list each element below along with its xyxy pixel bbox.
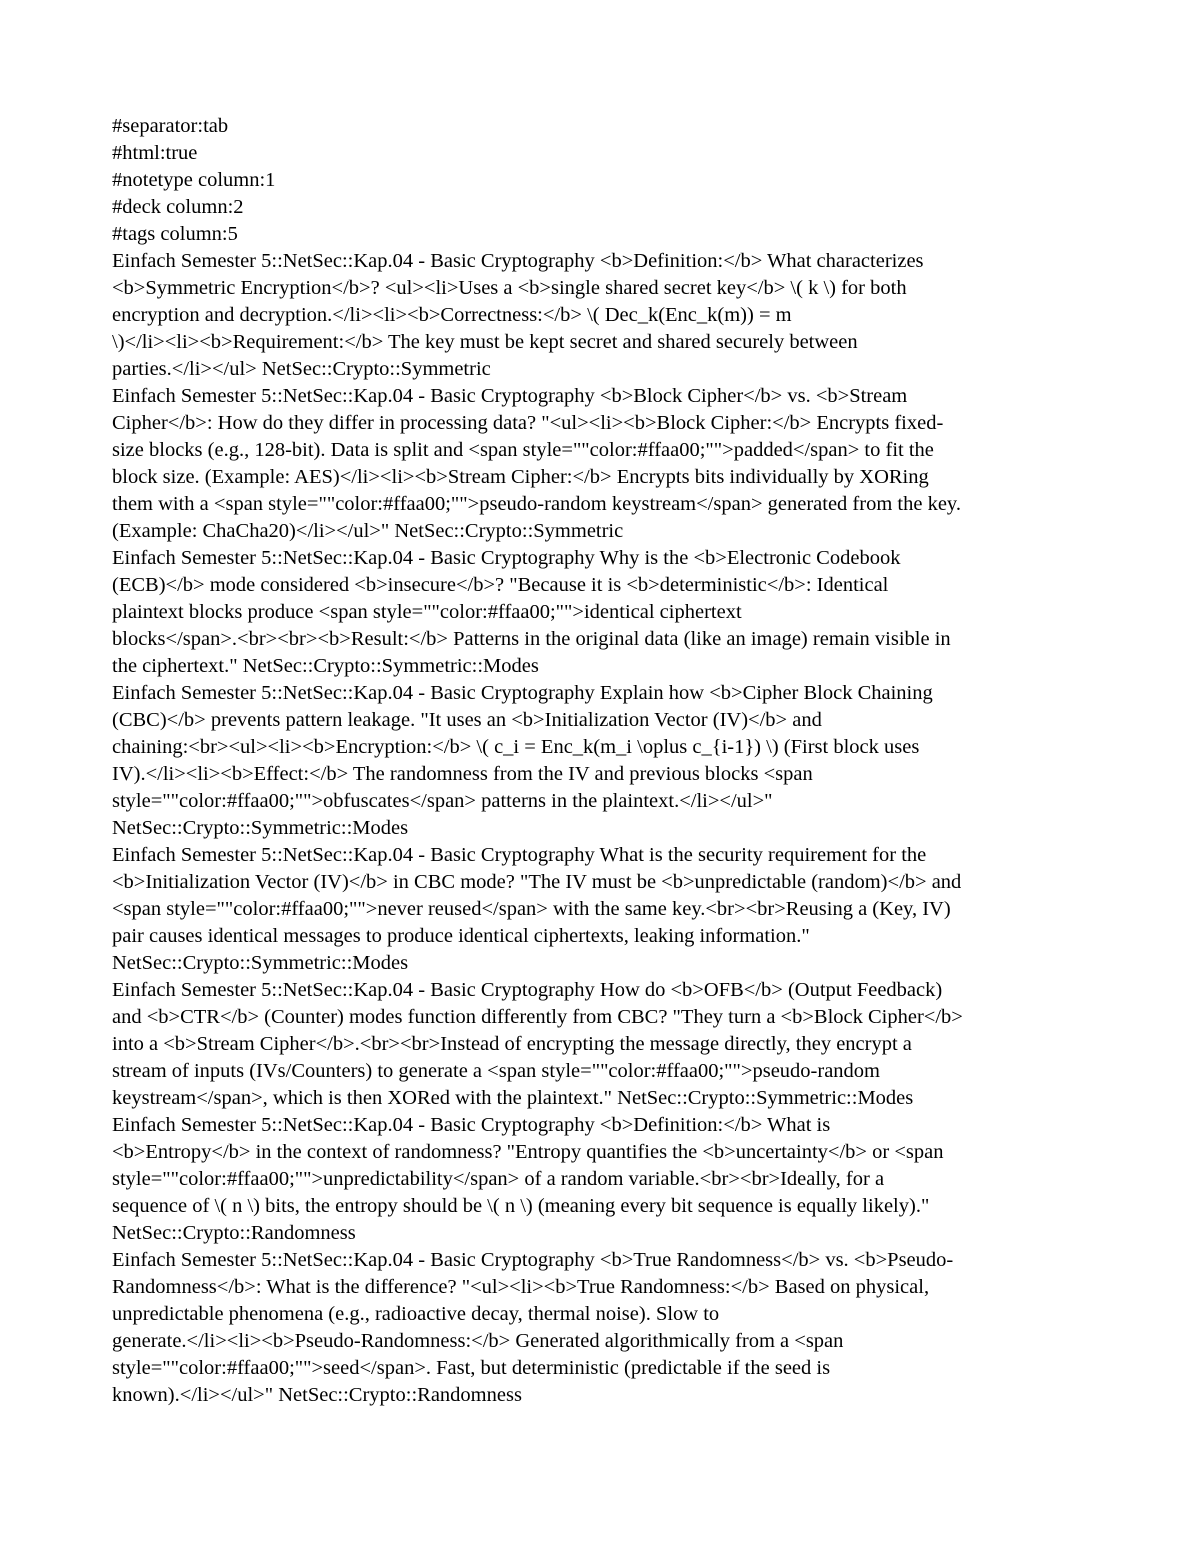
- text-line: (Example: ChaCha20)</li></ul>" NetSec::Crypto::Symmetric: [112, 520, 624, 542]
- text-line: Einfach Semester 5::NetSec::Kap.04 - Basic Cryptography What is the security requirement for the: [112, 844, 927, 866]
- text-line: #html:true: [112, 142, 198, 164]
- document-text: [112, 113, 1097, 1409]
- text-line: <b>Entropy</b> in the context of randomness? "Entropy quantifies the <b>uncertainty</b> or <span: [112, 1141, 944, 1163]
- text-line: plaintext blocks produce <span style=""color:#ffaa00;"">identical ciphertext: [112, 601, 742, 623]
- text-line: into a <b>Stream Cipher</b>.<br><br>Instead of encrypting the message directly, they encrypt a: [112, 1033, 912, 1055]
- text-line: Einfach Semester 5::NetSec::Kap.04 - Basic Cryptography How do <b>OFB</b> (Output Feedback): [112, 979, 943, 1001]
- text-line: chaining:<br><ul><li><b>Encryption:</b> \( c_i = Enc_k(m_i \oplus c_{i-1}) \) (First block uses: [112, 736, 920, 758]
- text-line: style=""color:#ffaa00;"">unpredictability</span> of a random variable.<br><br>Ideally, for a: [112, 1168, 885, 1190]
- text-line: them with a <span style=""color:#ffaa00;"">pseudo-random keystream</span> generated from the key.: [112, 493, 961, 515]
- text-line: #separator:tab: [112, 115, 229, 137]
- text-line: and <b>CTR</b> (Counter) modes function differently from CBC? "They turn a <b>Block Cipher</b>: [112, 1006, 963, 1028]
- text-line: blocks</span>.<br><br><b>Result:</b> Patterns in the original data (like an image) remain visible in: [112, 628, 951, 650]
- text-line: <b>Initialization Vector (IV)</b> in CBC mode? "The IV must be <b>unpredictable (random)</b> and: [112, 871, 962, 893]
- text-line: Randomness</b>: What is the difference? "<ul><li><b>True Randomness:</b> Based on physical,: [112, 1276, 930, 1298]
- text-line: block size. (Example: AES)</li><li><b>Stream Cipher:</b> Encrypts bits individually by XORing: [112, 466, 929, 488]
- text-line: \)</li><li><b>Requirement:</b> The key must be kept secret and shared securely between: [112, 331, 858, 353]
- text-line: size blocks (e.g., 128-bit). Data is split and <span style=""color:#ffaa00;"">padded</span> to fit the: [112, 439, 934, 461]
- text-line: Einfach Semester 5::NetSec::Kap.04 - Basic Cryptography <b>Definition:</b> What characterizes: [112, 250, 924, 272]
- text-line: generate.</li><li><b>Pseudo-Randomness:</b> Generated algorithmically from a <span: [112, 1330, 844, 1352]
- text-line: #deck column:2: [112, 196, 244, 218]
- text-line: NetSec::Crypto::Symmetric::Modes: [112, 817, 409, 839]
- text-line: NetSec::Crypto::Symmetric::Modes: [112, 952, 409, 974]
- text-line: Cipher</b>: How do they differ in processing data? "<ul><li><b>Block Cipher:</b> Encrypts fixed-: [112, 412, 944, 434]
- text-line: Einfach Semester 5::NetSec::Kap.04 - Basic Cryptography Explain how <b>Cipher Block Chaining: [112, 682, 933, 704]
- text-line: Einfach Semester 5::NetSec::Kap.04 - Basic Cryptography <b>Block Cipher</b> vs. <b>Stream: [112, 385, 908, 407]
- text-line: known).</li></ul>" NetSec::Crypto::Randomness: [112, 1384, 522, 1406]
- text-line: unpredictable phenomena (e.g., radioactive decay, thermal noise). Slow to: [112, 1303, 720, 1325]
- text-line: #tags column:5: [112, 223, 238, 245]
- text-line: style=""color:#ffaa00;"">seed</span>. Fast, but deterministic (predictable if the seed is: [112, 1357, 831, 1379]
- text-line: encryption and decryption.</li><li><b>Correctness:</b> \( Dec_k(Enc_k(m)) = m: [112, 304, 792, 326]
- text-line: (ECB)</b> mode considered <b>insecure</b>? "Because it is <b>deterministic</b>: Identical: [112, 574, 889, 596]
- text-line: Einfach Semester 5::NetSec::Kap.04 - Basic Cryptography <b>True Randomness</b> vs. <b>Pseudo-: [112, 1249, 954, 1271]
- text-line: <b>Symmetric Encryption</b>? <ul><li>Uses a <b>single shared secret key</b> \( k \) for both: [112, 277, 907, 299]
- text-line: stream of inputs (IVs/Counters) to generate a <span style=""color:#ffaa00;"">pseudo-random: [112, 1060, 880, 1082]
- text-line: pair causes identical messages to produce identical ciphertexts, leaking information.": [112, 925, 810, 947]
- text-line: Einfach Semester 5::NetSec::Kap.04 - Basic Cryptography Why is the <b>Electronic Codebook: [112, 547, 901, 569]
- text-line: <span style=""color:#ffaa00;"">never reused</span> with the same key.<br><br>Reusing a (Key, IV): [112, 898, 951, 920]
- text-line: IV).</li><li><b>Effect:</b> The randomness from the IV and previous blocks <span: [112, 763, 813, 785]
- text-line: sequence of \( n \) bits, the entropy should be \( n \) (meaning every bit sequence is equally likely).": [112, 1195, 930, 1217]
- text-line: parties.</li></ul> NetSec::Crypto::Symmetric: [112, 358, 491, 380]
- text-line: #notetype column:1: [112, 169, 276, 191]
- text-line: the ciphertext." NetSec::Crypto::Symmetric::Modes: [112, 655, 539, 677]
- text-line: NetSec::Crypto::Randomness: [112, 1222, 356, 1244]
- text-line: (CBC)</b> prevents pattern leakage. "It uses an <b>Initialization Vector (IV)</b> and: [112, 709, 822, 731]
- text-line: Einfach Semester 5::NetSec::Kap.04 - Basic Cryptography <b>Definition:</b> What is: [112, 1114, 831, 1136]
- text-line: keystream</span>, which is then XORed with the plaintext." NetSec::Crypto::Symmetric::Modes: [112, 1087, 914, 1109]
- text-line: style=""color:#ffaa00;"">obfuscates</span> patterns in the plaintext.</li></ul>": [112, 790, 773, 812]
